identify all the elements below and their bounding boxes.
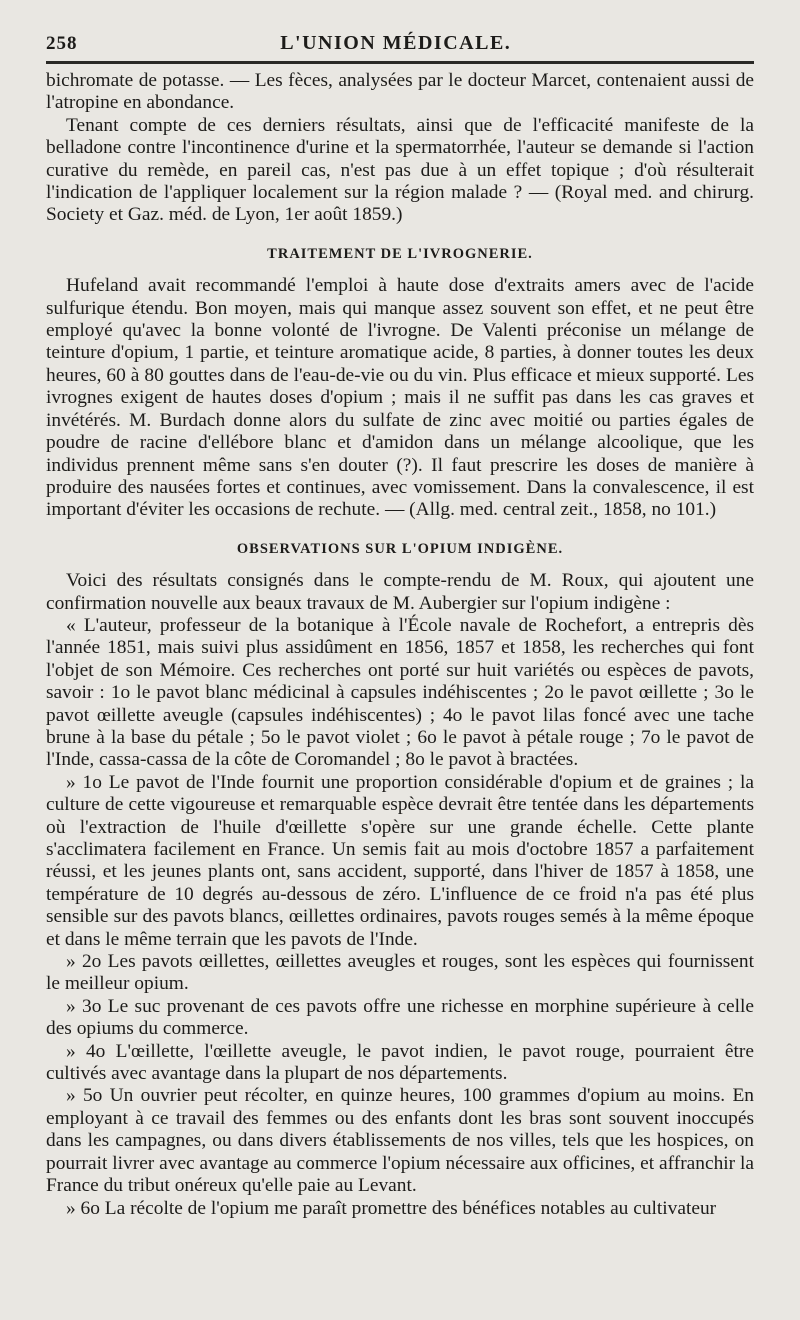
article-body: [46, 70, 754, 1220]
page-header: [46, 24, 754, 64]
paragraph-opium-point-4: » 4o L'œillette, l'œillette aveugle, le pavot indien, le pavot rouge, pourraient être cultivés avec avantage dans la plupart de nos départements.: [46, 1040, 754, 1085]
paragraph-opium-author: « L'auteur, professeur de la botanique à l'École navale de Rochefort, a entrepris dès l'année 1851, mais suivi plus assidûment en 1856, 1857 et 1858, les recherches qui font l'objet de son Mémoire. Ces recherches ont porté sur huit variétés ou espèces de pavots, savoir : 1o le pavot blanc médicinal à capsules indéhiscentes ; 2o le pavot œillette ; 3o le pavot œillette aveugle (capsules indéhiscentes) ; 4o le pavot lilas foncé avec une tache brune à la base du pétale ; 5o le pavot violet ; 6o le pavot à pétale rouge ; 7o le pavot de l'Inde, cassa-cassa de la côte de Coromandel ; 8o le pavot à bractées.: [46, 614, 754, 771]
section-heading-ivrognerie: TRAITEMENT DE L'IVROGNERIE.: [267, 245, 533, 262]
paragraph-opium-point-3: » 3o Le suc provenant de ces pavots offre une richesse en morphine supérieure à celle des opiums du commerce.: [46, 995, 754, 1040]
page-number: 258: [46, 33, 78, 54]
paragraph-continuation-1: bichromate de potasse. — Les fèces, analysées par le docteur Marcet, contenaient aussi de l'atropine en abondance.: [46, 70, 754, 114]
paragraph-continuation-2: Tenant compte de ces derniers résultats, ainsi que de l'efficacité manifeste de la belladone contre l'incontinence d'urine et la spermatorrhée, l'auteur se demande si l'action curative du remède, en pareil cas, n'est pas due à un effet topique ; d'où résulterait l'indication de l'appliquer localement sur la région malade ? — (Royal med. and chirurg. Society et Gaz. méd. de Lyon, 1er août 1859.): [46, 114, 754, 226]
journal-title: L'UNION MÉDICALE.: [280, 32, 512, 54]
paragraph-opium-point-1: » 1o Le pavot de l'Inde fournit une proportion considérable d'opium et de graines ; la culture de cette vigoureuse et remarquable espèce devrait être tentée dans les départements où l'extraction de l'huile d'œillette s'opère sur une grande échelle. Cette plante s'acclimatera facilement en France. Un semis fait au mois d'octobre 1857 a parfaitement réussi, et les jeunes plants ont, sans accident, supporté, dans l'hiver de 1857 à 1858, une température de 10 degrés au-dessous de zéro. L'influence de ce froid n'a pas été plus sensible sur des pavots blancs, œillettes ordinaires, pavots rouges semés à la même époque et dans le même terrain que les pavots de l'Inde.: [46, 771, 754, 950]
paragraph-ivrognerie: Hufeland avait recommandé l'emploi à haute dose d'extraits amers avec de l'acide sulfurique étendu. Bon moyen, mais qui manque assez souvent son effet, et ne peut être employé qu'avec la bonne volonté de l'ivrogne. De Valenti préconise un mélange de teinture d'opium, 1 partie, et teinture aromatique acide, 8 parties, à donner toutes les deux heures, 60 à 80 gouttes dans de l'eau-de-vie ou du vin. Plus efficace et mieux supporté. Les ivrognes exigent de hautes doses d'opium ; mais il ne suffit pas dans les cas graves et invétérés. M. Burdach donne alors du sulfate de zinc avec moitié ou parties égales de poudre de racine d'ellébore blanc et d'amidon dans un mélange alcoolique, que les individus prennent même sans s'en douter (?). Il faut prescrire les doses de manière à produire des nausées fortes et continues, avec vomissement. Dans la convalescence, il est important d'éviter les occasions de rechute. — (Allg. med. central zeit., 1858, no 101.): [46, 275, 754, 521]
paragraph-opium-point-2: » 2o Les pavots œillettes, œillettes aveugles et rouges, sont les espèces qui fournissent le meilleur opium.: [46, 951, 754, 995]
paragraph-opium-point-6: » 6o La récolte de l'opium me paraît promettre des bénéfices notables au cultivateur: [66, 1197, 717, 1219]
paragraph-opium-point-5: » 5o Un ouvrier peut récolter, en quinze heures, 100 grammes d'opium au moins. En employant à ce travail des femmes ou des enfants dont les bras sont souvent inoccupés dans les campagnes, ou dans divers établissements de nos villes, tels que les hospices, on pourrait livrer avec avantage au commerce l'opium nécessaire aux officines, et affranchir la France du tribut onéreux qu'elle paie au Levant.: [46, 1085, 754, 1197]
section-heading-opium: OBSERVATIONS SUR L'OPIUM INDIGÈNE.: [236, 540, 564, 557]
paragraph-opium-intro: Voici des résultats consignés dans le compte-rendu de M. Roux, qui ajoutent une confirmation nouvelle aux beaux travaux de M. Aubergier sur l'opium indigène :: [46, 570, 754, 614]
